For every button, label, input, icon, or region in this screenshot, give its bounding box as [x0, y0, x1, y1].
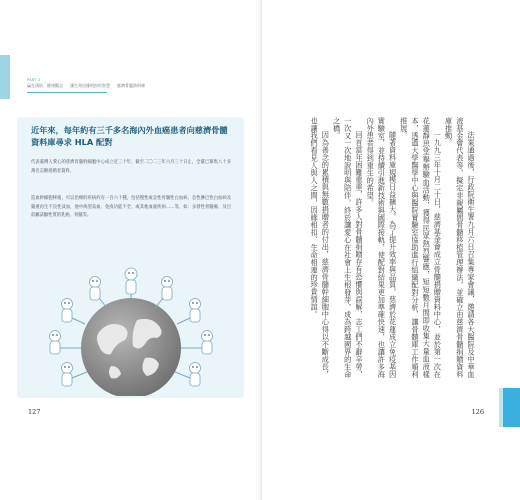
body-paragraph-4: 回首當年困難重重，許多人對骨髓捐贈存有恐懼與誤解，志工們不辭辛勞，一次又一次地說明與陪伴，終於讓愛心在社會上生根發芽，成為跨越國界的生命之橋。 [332, 117, 364, 378]
body-paragraph-5: 因為善念的累積與無數捐贈者的付出，慈濟骨髓幹細胞中心得以不斷成長，也讓我們看見人與人之間，因緣相扣、生命相連的珍貴情誼。 [310, 117, 331, 378]
box-paragraph-1: 代表臺灣人愛心的慈濟骨髓幹細胞中心成立近三十年，截至二〇二三年六月三十日止，全臺已募集八十多萬名志願捐贈者資料。 [31, 160, 231, 174]
sidebar-box [17, 117, 244, 398]
body-paragraph-2: 一九九三年十月二十日，慈濟基金會成立骨髓捐贈資料中心，並於第一次在花蓮靜思堂舉辦驗血活動，獲得民眾熱烈響應，短短數月間即收集大量血液樣本，透過大學醫學中心與醫院實驗室協助進行組織配對分析，讓骨髓庫工作順利推展。 [399, 117, 443, 378]
running-head-part1: 贏在預防．健康觀念 [27, 83, 63, 88]
running-head-part3: 慈濟骨髓資料庫 [117, 83, 145, 88]
vertical-body-text [279, 117, 477, 378]
running-header [27, 78, 252, 93]
box-paragraph-2: 造血幹細胞移植，可以治療的疾病約有一百六十種，包括慢性或急性骨髓性白血病、急性淋巴性白血病及嚴重再生不良性貧血，他中海型貧血、免疫功能不全、或其他血液疾病……等，如：多發性骨髓瘤、及目前屬試驗性質的乳癌、骨髓等。 [31, 196, 231, 219]
globe-illustration [33, 254, 229, 396]
body-paragraph-3: 隨著資料庫規模日益擴大，為了提升效率與品質，慈濟於花蓮成立免疫基因實驗室，並持續引進新技術與國際接軌，使配對結果更加準確快速，也讓許多海內外患者得到重生的希望。 [366, 117, 398, 378]
corner-tab [503, 388, 520, 427]
right-page [262, 0, 520, 500]
page-number-right: 126 [471, 408, 484, 416]
header-rule [27, 92, 107, 93]
chapter-label: PART 2 [27, 78, 41, 82]
left-edge-tab [0, 55, 10, 99]
globe-icon [81, 298, 181, 396]
running-head-part2: 讓生命因緣相扣的智慧 [70, 83, 110, 88]
globe-with-people-svg [33, 254, 229, 396]
running-head [27, 83, 252, 89]
page-number-left: 127 [28, 408, 41, 416]
body-paragraph-1: 法案通過後，行政院衛生署九月六日召集專家會議，邀請各大醫院及中華血液基金會代表等，擬定非親屬間骨髓移植管理辦法，並確立由慈濟骨髓捐贈資料庫推動。 [444, 117, 476, 378]
box-title: 近年來，每年約有三千多名海內外血癌患者向慈濟骨髓資料庫尋求 HLA 配對 [31, 125, 228, 147]
